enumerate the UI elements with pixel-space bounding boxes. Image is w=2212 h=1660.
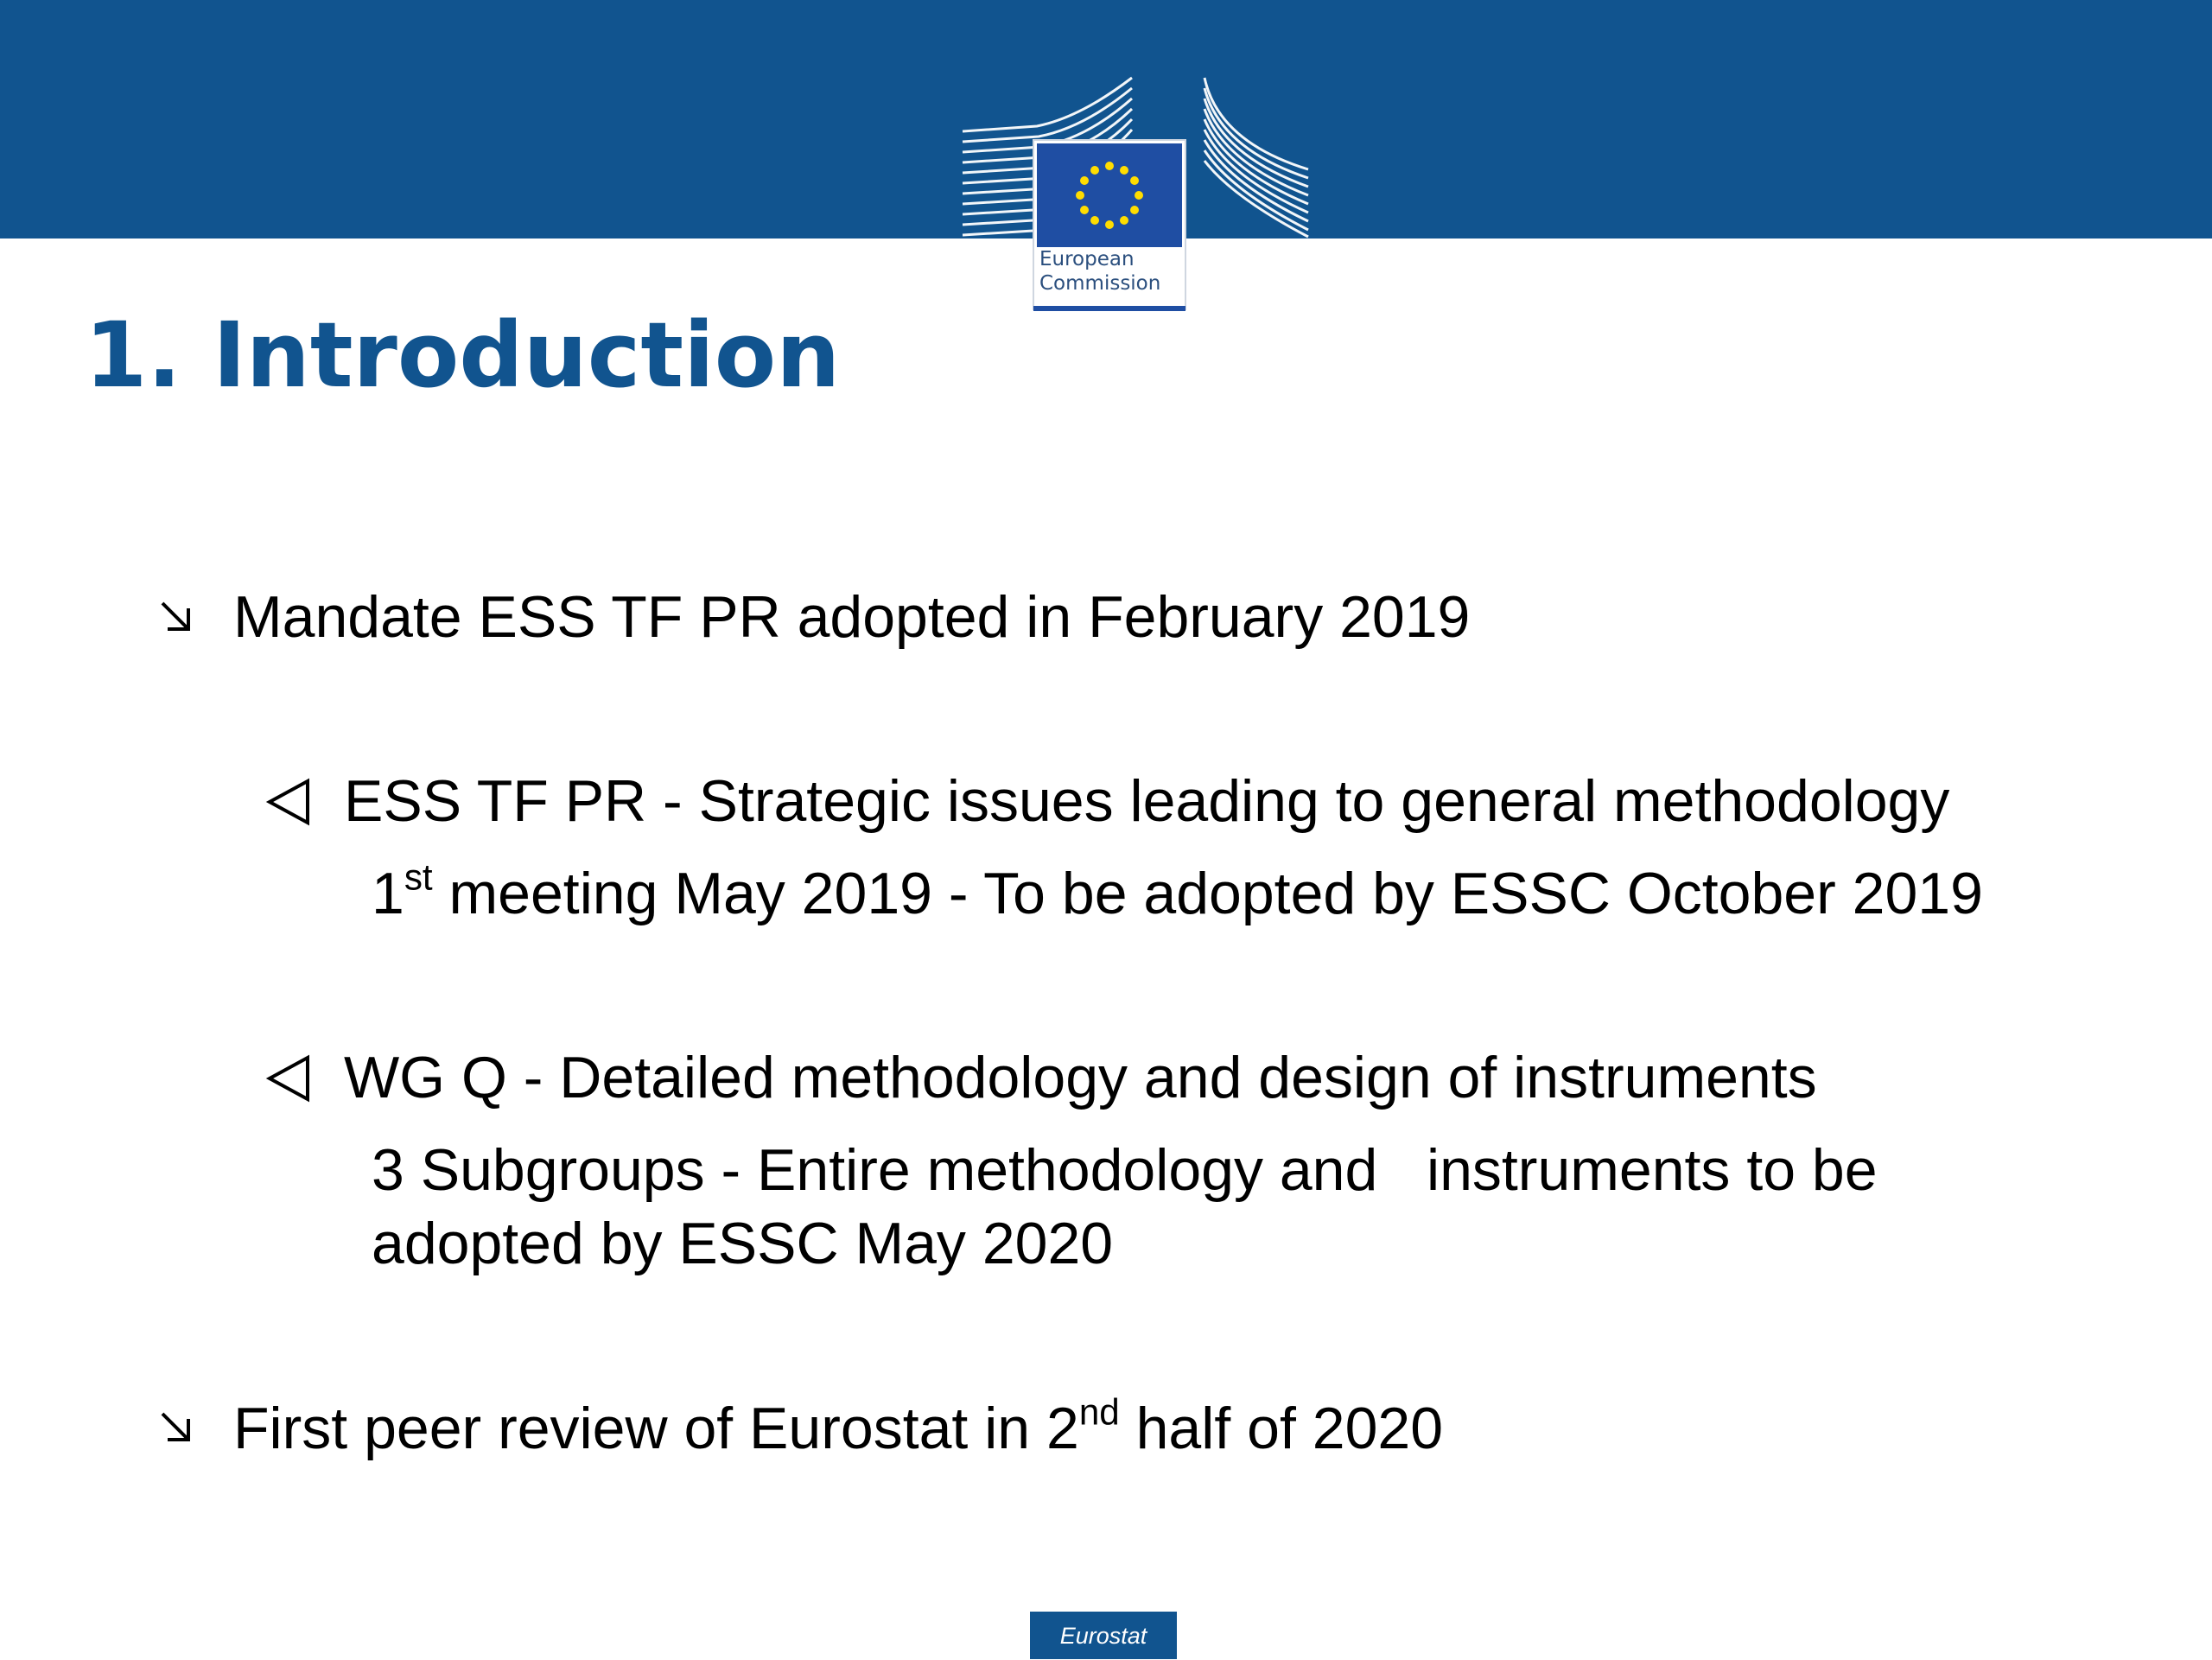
bullet-adopted-essc: adopted by ESSC May 2020 (372, 1211, 1114, 1276)
ordinal-suffix: st (404, 856, 433, 898)
bullet-peer-review-end: half of 2020 (1119, 1396, 1444, 1461)
bullet-wg-q: WG Q - Detailed methodology and design of instruments (344, 1045, 1817, 1110)
triangle-left-icon (264, 1054, 313, 1103)
bullet-mandate: Mandate ESS TF PR adopted in February 2019 (233, 584, 1471, 650)
bullet-peer-review-start: First peer review of Eurostat in 2 (233, 1396, 1079, 1461)
triangle-left-icon (264, 778, 313, 826)
logo-line2: Commission (1039, 272, 1161, 295)
arrow-down-right-icon (157, 598, 195, 636)
logo-line1: European (1039, 248, 1135, 270)
bullet-first-meeting-number: 1 (372, 861, 404, 926)
footer-eurostat-tab: Eurostat (1030, 1612, 1177, 1659)
bullet-subgroups: 3 Subgroups - Entire methodology and instruments to be (372, 1137, 1878, 1203)
slide-title: 1. Introduction (85, 302, 841, 408)
logo-text (1039, 247, 1178, 296)
bullet-ess-tf-pr: ESS TF PR - Strategic issues leading to general methodology (344, 768, 1950, 834)
bullet-first-meeting-text: meeting May 2019 - To be adopted by ESSC October 2019 (432, 861, 1983, 926)
arrow-down-right-icon (157, 1409, 195, 1447)
ordinal-suffix: nd (1078, 1391, 1120, 1433)
bullet-peer-review (233, 1393, 1443, 1464)
bullet-first-meeting (372, 858, 1983, 929)
